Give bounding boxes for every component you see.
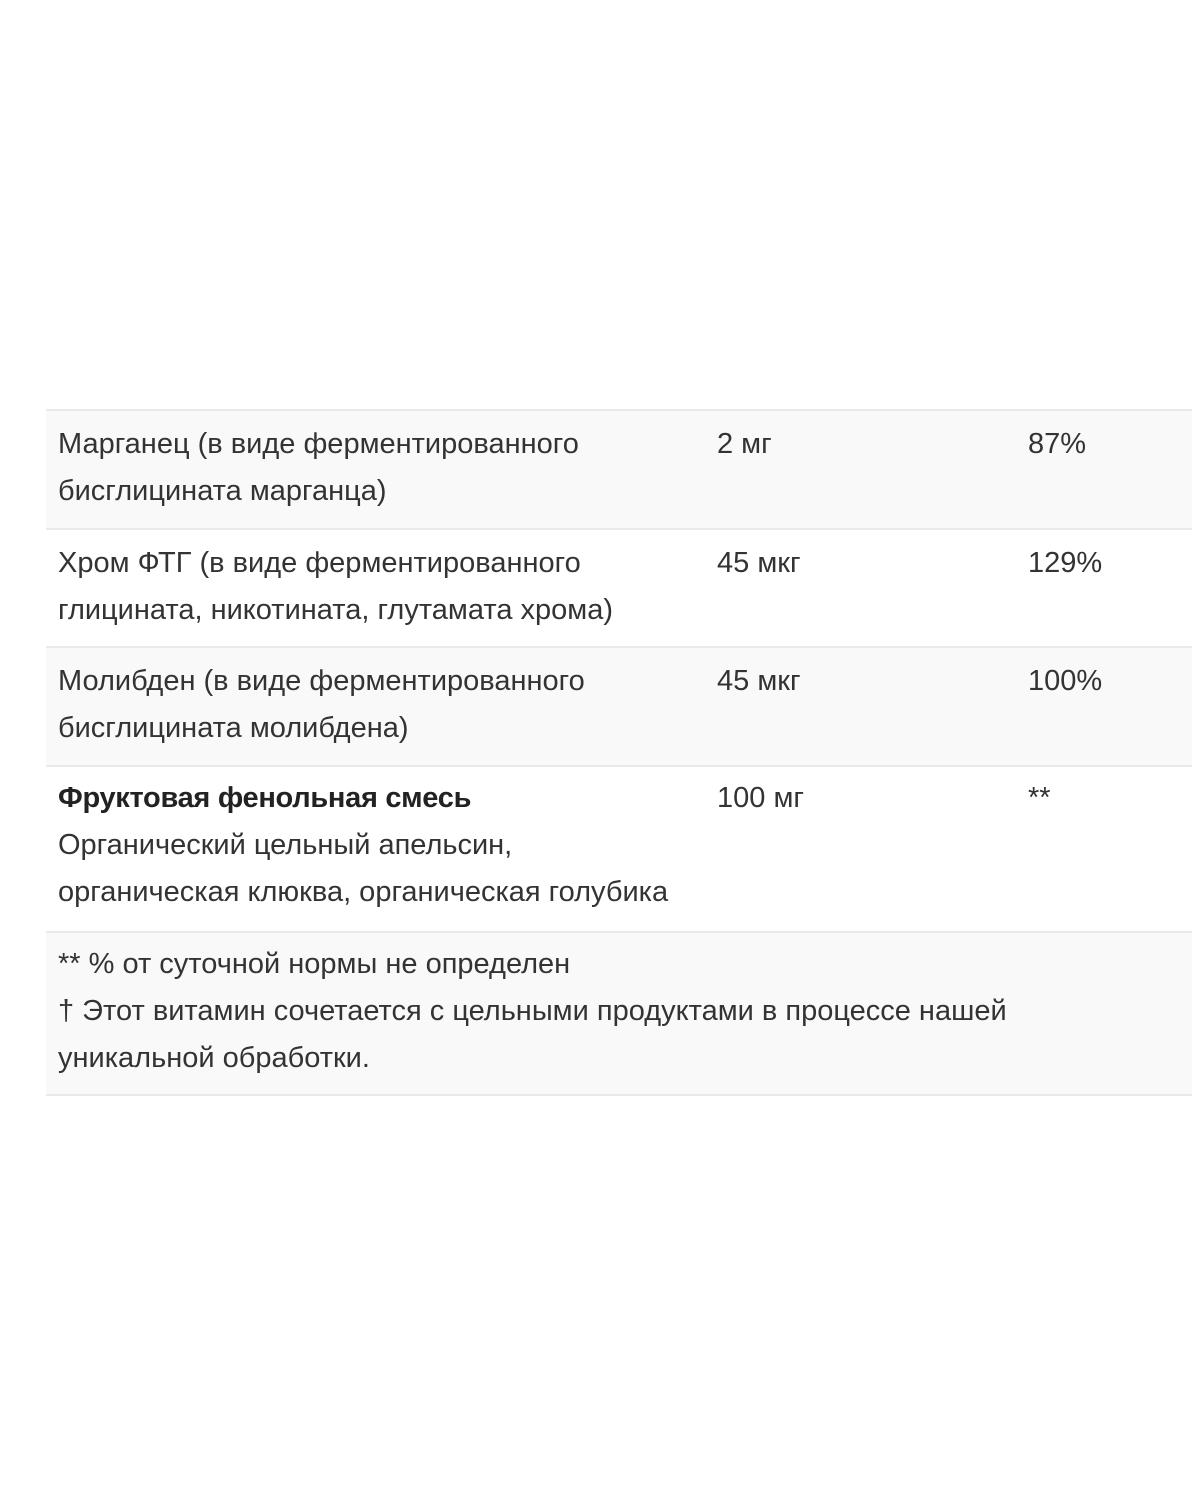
table-row-chromium bbox=[46, 528, 1192, 646]
ingredient-name-line: Органический цельный апельсин, bbox=[58, 829, 513, 861]
blend-title: Фруктовая фенольная смесь bbox=[58, 782, 472, 814]
ingredient-name-line: бисглицината молибдена) bbox=[58, 712, 409, 744]
table-row-molybdenum bbox=[46, 646, 1192, 765]
ingredient-daily-value: 129% bbox=[1028, 547, 1103, 579]
ingredient-name-line: глицината, никотината, глутамата хрома) bbox=[58, 594, 613, 626]
ingredient-daily-value: 100% bbox=[1028, 665, 1103, 697]
footnote-line: † Этот витамин сочетается с цельными продуктами в процессе нашей bbox=[58, 995, 1007, 1027]
ingredient-amount: 45 мкг bbox=[717, 665, 801, 697]
ingredient-name bbox=[46, 775, 717, 931]
ingredient-name-line: Марганец (в виде ферментированного bbox=[58, 428, 579, 460]
ingredient-name bbox=[46, 658, 717, 765]
ingredient-name bbox=[46, 421, 717, 528]
ingredient-daily-value: ** bbox=[1028, 782, 1051, 814]
table-row-manganese bbox=[46, 409, 1192, 528]
ingredient-name bbox=[46, 540, 717, 646]
table-row-fruit-phenolic-blend bbox=[46, 765, 1192, 931]
ingredient-name-line: Хром ФТГ (в виде ферментированного bbox=[58, 547, 581, 579]
footnote-line: ** % от суточной нормы не определен bbox=[58, 948, 571, 980]
footnotes bbox=[46, 931, 1192, 1096]
ingredient-amount: 2 мг bbox=[717, 428, 772, 460]
ingredient-name-line: бисглицината марганца) bbox=[58, 475, 387, 507]
ingredient-daily-value: 87% bbox=[1028, 428, 1087, 460]
footnote-line: уникальной обработки. bbox=[58, 1042, 370, 1074]
ingredient-amount: 100 мг bbox=[717, 782, 804, 814]
supplement-facts-table bbox=[46, 409, 1192, 1096]
ingredient-name-line: Молибден (в виде ферментированного bbox=[58, 665, 585, 697]
ingredient-amount: 45 мкг bbox=[717, 547, 801, 579]
ingredient-name-line: органическая клюква, органическая голубика bbox=[58, 876, 669, 908]
